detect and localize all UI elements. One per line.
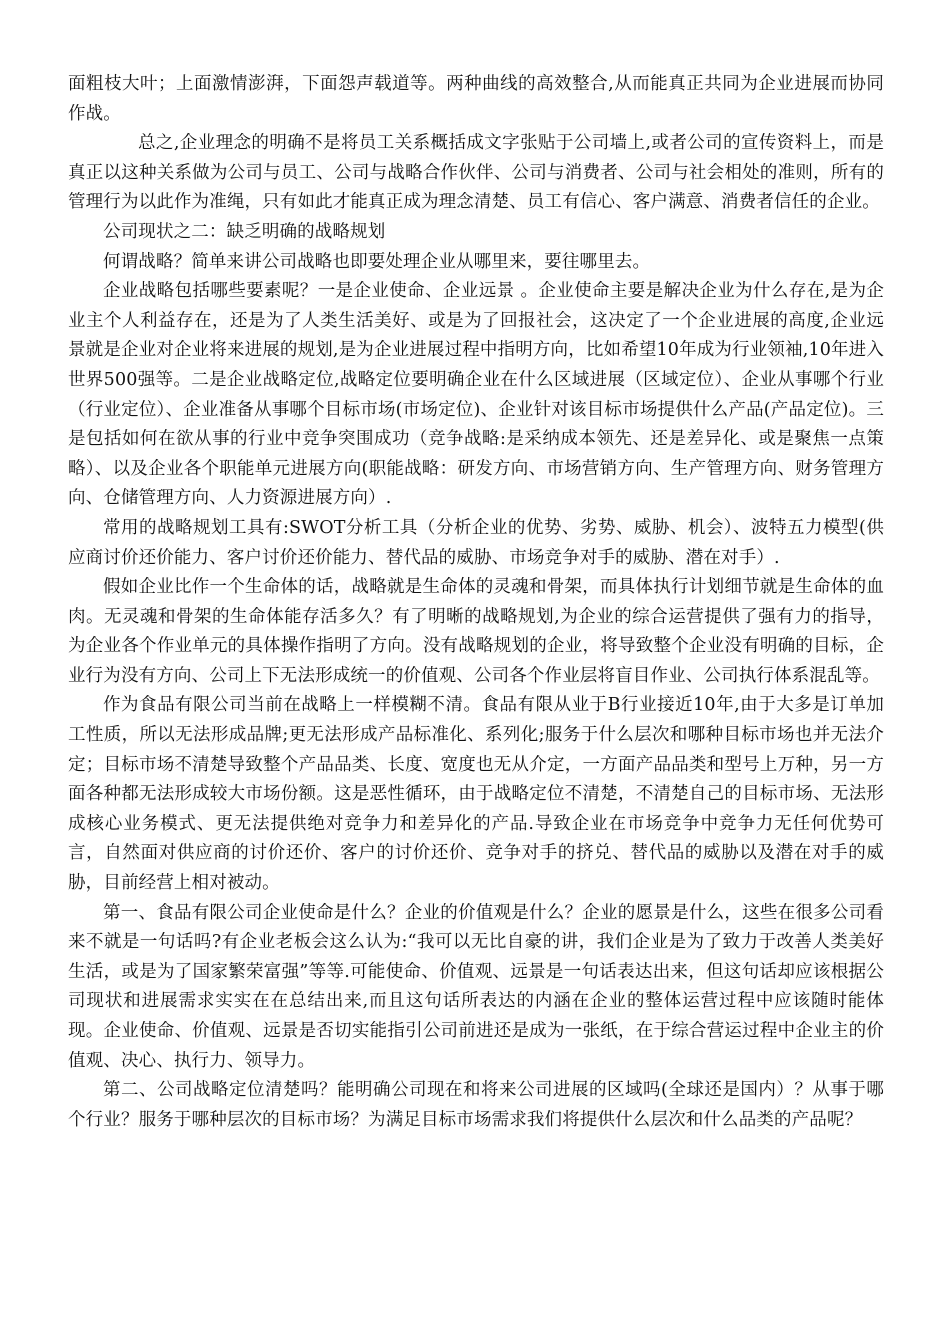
paragraph-strategy-elements: 企业战略包括哪些要素呢？一是企业使命、企业远景 。企业使命主要是解决企业为什么存在,是为企业主个人利益存在，还是为了人类生活美好、或是为了回报社会，这决定了一个企业进展的高度,企业远景就是企业对企业将来进展的规划,是为企业进展过程中指明方向，比如希望10年成为行业领袖,10年进入世界500强等。二是企业战略定位,战略定位要明确企业在什么区域进展（区域定位）、企业从事哪个行业（行业定位）、企业准备从事哪个目标市场(市场定位)、企业针对该目标市场提供什么产品(产品定位)。三是包括如何在欲从事的行业中竞争突围成功（竞争战略:是采纳成本领先、还是差异化、或是聚焦一点策略）、以及企业各个职能单元进展方向(职能战略：研发方向、市场营销方向、生产管理方向、财务管理方向、仓储管理方向、人力资源进展方向）.	[68, 281, 884, 509]
paragraph-strategy-definition: 何谓战略？简单来讲公司战略也即要处理企业从哪里来，要往哪里去。	[103, 251, 651, 272]
document-page	[68, 70, 884, 1135]
paragraph-planning-tools: 常用的战略规划工具有:SWOT分析工具（分析企业的优势、劣势、威胁、机会）、波特五力模型(供应商讨价还价能力、客户讨价还价能力、替代品的威胁、市场竞争对手的威胁、潜在对手）.	[68, 517, 884, 568]
paragraph-conclusion: 总之,企业理念的明确不是将员工关系概括成文字张贴于公司墙上,或者公司的宣传资料上，而是真正以这种关系做为公司与员工、公司与战略合作伙伴、公司与消费者、公司与社会相处的准则，所有的管理行为以此作为准绳，只有如此才能真正成为理念清楚、员工有信心、客户满意、消费者信任的企业。	[68, 133, 884, 213]
paragraph-continuation: 面粗枝大叶；上面激情澎湃，下面怨声载道等。两种曲线的高效整合,从而能真正共同为企业进展而协同作战。	[68, 74, 884, 124]
paragraph-company-situation: 作为食品有限公司当前在战略上一样模糊不清。食品有限从业于B行业接近10年,由于大多是订单加工性质，所以无法形成品牌;更无法形成产品标准化、系列化;服务于什么层次和哪种目标市场也并无法介定；目标市场不清楚导致整个产品品类、长度、宽度也无从介定，一方面产品品类和型号上万种，另一方面各种都无法形成较大市场份额。这是恶性循环，由于战略定位不清楚，不清楚自己的目标市场、无法形成核心业务模式、更无法提供绝对竞争力和差异化的产品.导致企业在市场竞争中竞争力无任何优势可言，自然面对供应商的讨价还价、客户的讨价还价、竞争对手的挤兑、替代品的威胁以及潜在对手的威胁，目前经营上相对被动。	[68, 695, 884, 894]
paragraph-point-two: 第二、公司战略定位清楚吗？能明确公司现在和将来公司进展的区域吗(全球还是国内）？从事于哪个行业？服务于哪种层次的目标市场？为满足目标市场需求我们将提供什么层次和什么品类的产品呢？	[68, 1080, 884, 1130]
section-heading: 公司现状之二：缺乏明确的战略规划	[103, 221, 386, 242]
paragraph-life-metaphor: 假如企业比作一个生命体的话，战略就是生命体的灵魂和骨架，而具体执行计划细节就是生命体的血肉。无灵魂和骨架的生命体能存活多久？有了明晰的战略规划,为企业的综合运营提供了强有力的指导，为企业各个作业单元的具体操作指明了方向。没有战略规划的企业，将导致整个企业没有明确的目标，企业行为没有方向、公司上下无法形成统一的价值观、公司各个作业层将盲目作业、公司执行体系混乱等。	[68, 577, 884, 686]
paragraph-point-one: 第一、食品有限公司企业使命是什么？企业的价值观是什么？企业的愿景是什么，这些在很多公司看来不就是一句话吗?有企业老板会这么认为:“我可以无比自豪的讲，我们企业是为了致力于改善人类美好生活，或是为了国家繁荣富强”等等.可能使命、价值观、远景是一句话表达出来，但这句话却应该根据公司现状和进展需求实实在在总结出来,而且这句话所表达的内涵在企业的整体运营过程中应该随时能体现。企业使命、价值观、远景是否切实能指引公司前进还是成为一张纸，在于综合营运过程中企业主的价值观、决心、执行力、领导力。	[68, 902, 884, 1071]
